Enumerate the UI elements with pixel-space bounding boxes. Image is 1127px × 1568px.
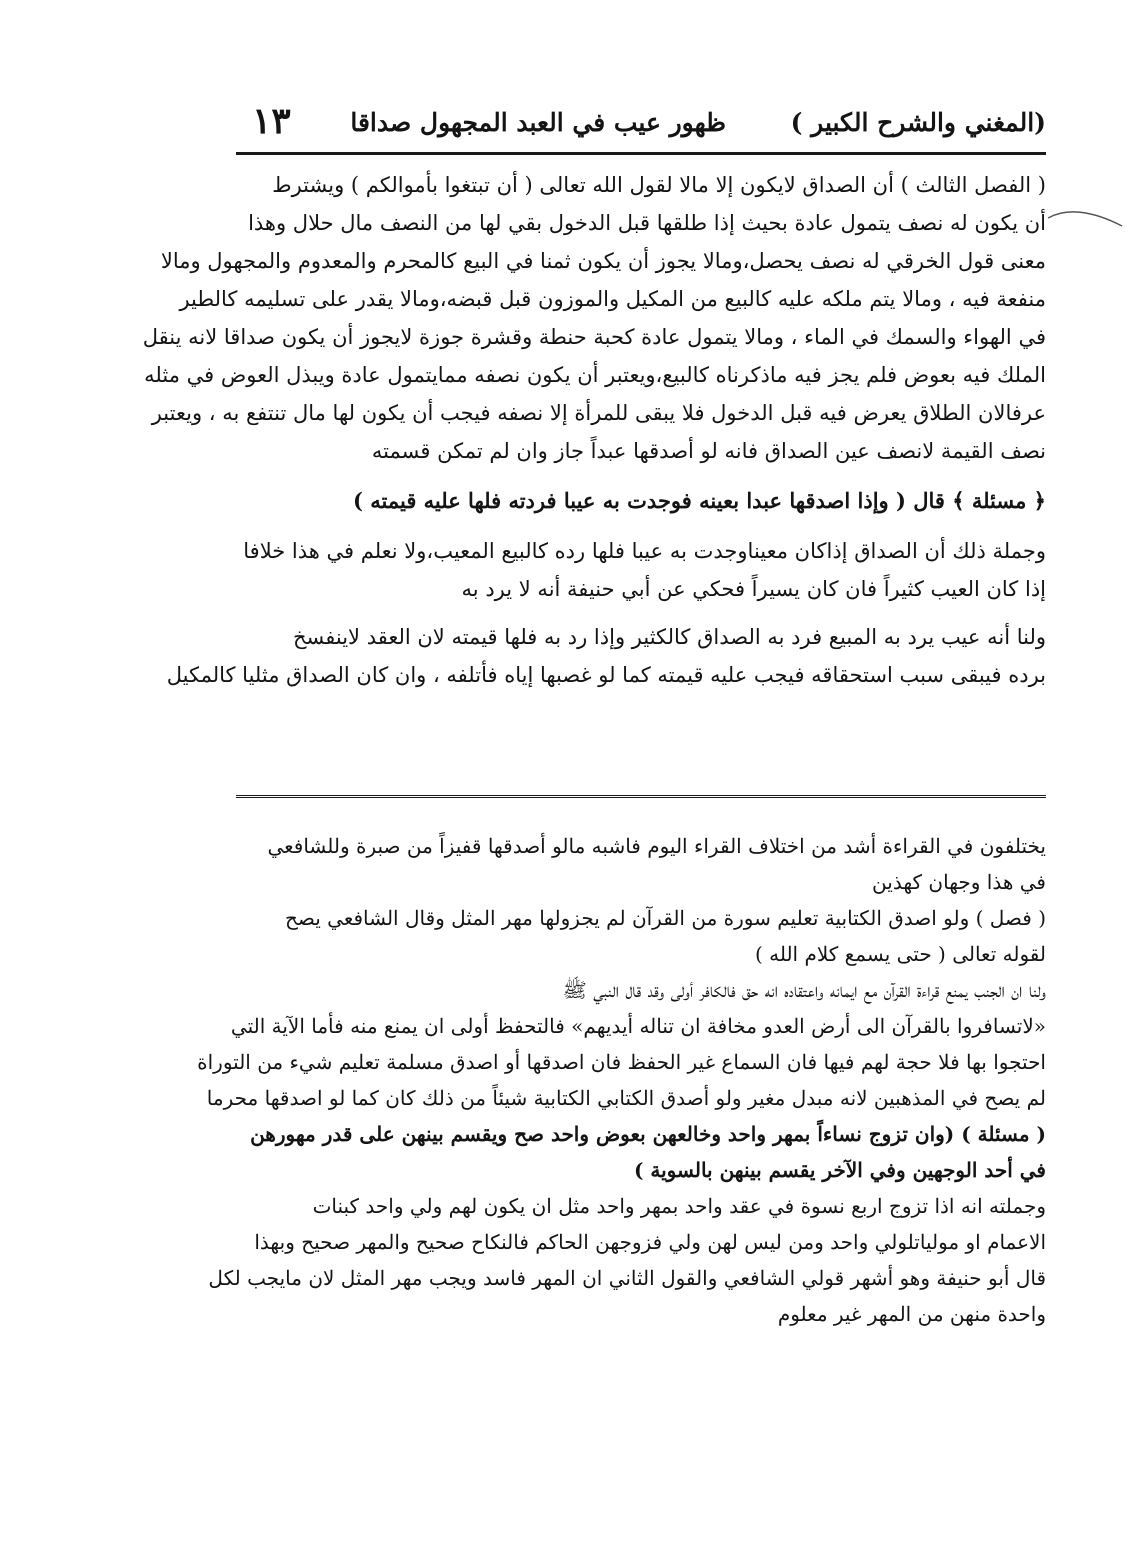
main-line: أن يكون له نصف يتمول عادة بحيث إذا طلقها قبل الدخول بقي لها من النصف مال حلال وهذا [248,211,1046,235]
main-line: عرفالان الطلاق يعرض فيه قبل الدخول فلا يبقى للمرأة إلا نصفه فيجب أن يكون لها مال تنتفع به ، ويعتبر [151,401,1046,425]
scan-margin-mark [1046,204,1124,234]
commentary-masala: في أحد الوجهين وفي الآخر يقسم بينهن بالسوية ) [633,1158,1046,1182]
commentary-line: واحدة منهن من المهر غير معلوم [777,1302,1046,1326]
main-line: نصف القيمة لانصف عين الصداق فانه لو أصدقها عبداً جاز وان لم تمكن قسمته [371,439,1046,463]
commentary-line: وجملته انه اذا تزوج اربع نسوة في عقد واحد بمهر واحد مثل ان يكون لهم ولي واحد كبنات [312,1194,1046,1218]
section-topic: ظهور عيب في العبد المجهول صداقا [350,108,726,137]
main-line: ( الفصل الثالث ) أن الصداق لايكون إلا مالا لقول الله تعالى ( أن تبتغوا بأموالكم ) ويشترط [272,173,1046,197]
commentary-line: لقوله تعالى ( حتى يسمع كلام الله ) [754,942,1046,966]
page-number: ١٣ [252,100,291,142]
commentary-line: لم يصح في المذهبين لانه مبدل مغير ولو أصدق الكتابي الكتابية شيئاً من ذلك كان كما لو اصدقها محرما [206,1086,1046,1110]
commentary-text [197,828,1046,1332]
commentary-line: ولنا ان الجنب يمنع قراءة القرآن مع ايمانه واعتقاده انه حق فالكافر أولى وقد قال النبي ﷺ [562,978,1046,1002]
commentary-line: ( فصل ) ولو اصدق الكتابية تعليم سورة من القرآن لم يجزولها مهر المثل وقال الشافعي يصح [284,906,1046,930]
commentary-line: قال أبو حنيفة وهو أشهر قولي الشافعي والقول الثاني ان المهر فاسد ويجب مهر المثل لان مايجب لكل [208,1266,1046,1290]
main-line: برده فيبقى سبب استحقاقه فيجب عليه قيمته كما لو غصبها إياه فأتلفه ، وان كان الصداق مثليا كالمكيل [166,663,1046,687]
main-line: معنى قول الخرقي له نصف يحصل،ومالا يجوز أن يكون ثمنا في البيع كالمحرم والمعدوم والمجهول ومالا [160,249,1046,273]
masala-heading: ﴿ مسئلة ﴾ قال ( وإذا اصدقها عبدا بعينه فوجدت به عيبا فردته فلها عليه قيمته ) [353,488,1046,513]
commentary-line: «لاتسافروا بالقرآن الى أرض العدو مخافة ان تناله أيديهم» فالتحفظ أولى ان يمنع منه فأما الآية التي [230,1014,1046,1038]
page-header [236,102,1046,150]
main-line: إذا كان العيب كثيراً فان كان يسيراً فحكي عن أبي حنيفة أنه لا يرد به [461,577,1046,601]
main-line: وجملة ذلك أن الصداق إذاكان معيناوجدت به عيبا فلها رده كالبيع المعيب،ولا نعلم في هذا خلافا [243,539,1046,563]
main-text [142,166,1046,694]
commentary-divider [236,795,1046,798]
main-line: ولنا أنه عيب يرد به المبيع فرد به الصداق كالكثير وإذا رد به فلها قيمته لان العقد لاينفسخ [292,625,1046,649]
commentary-line: احتجوا بها فلا حجة لهم فيها فان السماع غير الحفظ فان اصدقها أو اصدق مسلمة تعليم شيء من التوراة [197,1050,1046,1074]
commentary-line: الاعمام او مولياتلولي واحد ومن ليس لهن ولي فزوجهن الحاكم فالنكاح صحيح والمهر صحيح وبهذا [254,1230,1046,1254]
header-rule [236,152,1046,155]
commentary-line: في هذا وجهان كهذين [872,870,1046,894]
commentary-masala: ( مسئلة ) (وان تزوج نساءاً بمهر واحد وخالعهن بعوض واحد صح ويقسم بينهن على قدر مهورهن [250,1122,1046,1146]
main-line: الملك فيه بعوض فلم يجز فيه ماذكرناه كالبيع،ويعتبر أن يكون نصفه ممايتمول عادة ويبذل العوض في مثله [144,363,1046,387]
commentary-line: يختلفون في القراءة أشد من اختلاف القراء اليوم فاشبه مالو أصدقها قفيزاً من صبرة وللشافعي [267,834,1046,858]
main-line: منفعة فيه ، ومالا يتم ملكه عليه كالبيع من المكيل والموزون قبل قبضه،ومالا يقدر على تسليمه كالطير [179,287,1046,311]
main-line: في الهواء والسمك في الماء ، ومالا يتمول عادة كحبة حنطة وقشرة جوزة لايجوز أن يكون صداقا لانه ينقل [142,325,1046,349]
book-title: (المغني والشرح الكبير ) [790,108,1046,137]
